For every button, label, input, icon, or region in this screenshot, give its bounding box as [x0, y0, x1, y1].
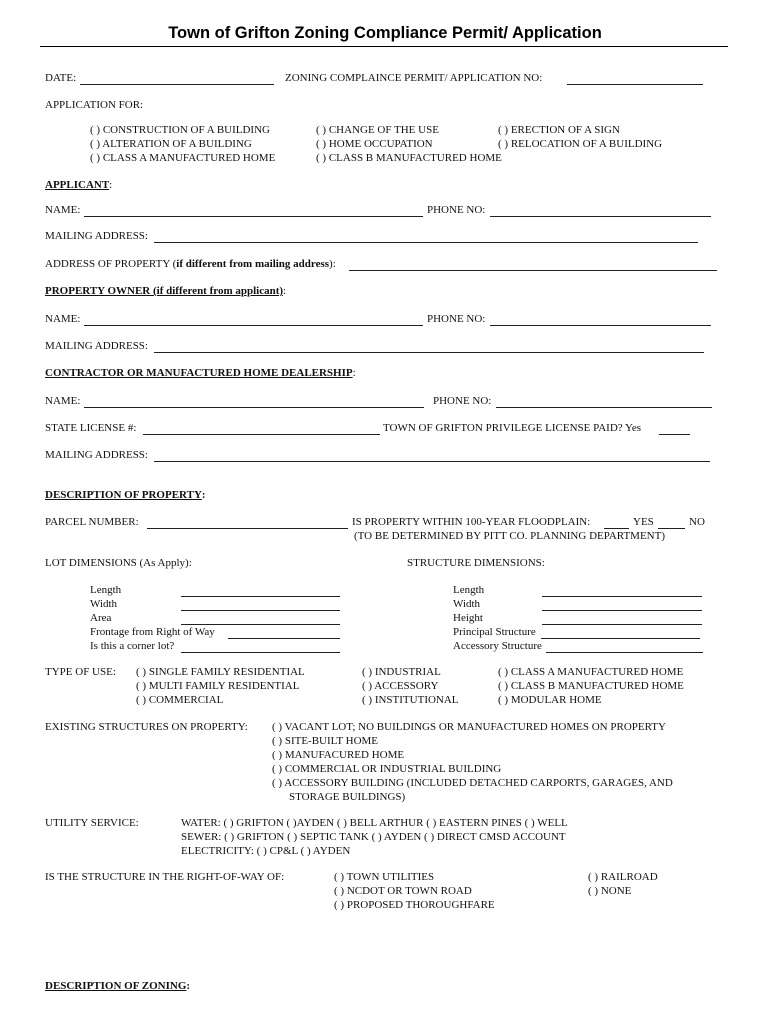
contractor-name-field[interactable] — [84, 407, 424, 408]
checkbox-industrial[interactable]: ( ) INDUSTRIAL — [362, 666, 441, 678]
lot-corner-field[interactable] — [181, 652, 340, 653]
electricity-options[interactable]: ELECTRICITY: ( ) CP&L ( ) AYDEN — [181, 845, 351, 857]
checkbox-commercial[interactable]: ( ) COMMERCIAL — [136, 694, 224, 706]
owner-mailing-field[interactable] — [154, 352, 704, 353]
checkbox-single-family[interactable]: ( ) SINGLE FAMILY RESIDENTIAL — [136, 666, 305, 678]
checkbox-proposed-thoroughfare[interactable]: ( ) PROPOSED THOROUGHFARE — [334, 899, 495, 911]
lot-dimensions-label: LOT DIMENSIONS (As Apply): — [45, 557, 192, 569]
checkbox-alteration[interactable]: ( ) ALTERATION OF A BUILDING — [90, 138, 252, 150]
type-of-use-label: TYPE OF USE: — [45, 666, 116, 678]
checkbox-site-built[interactable]: ( ) SITE-BUILT HOME — [272, 735, 379, 747]
checkbox-modular-home[interactable]: ( ) MODULAR HOME — [498, 694, 602, 706]
applicant-mailing-label: MAILING ADDRESS: — [45, 230, 148, 242]
checkbox-accessory-building[interactable]: ( ) ACCESSORY BUILDING (INCLUDED DETACHED CARPORTS, GARAGES, AND — [272, 777, 673, 789]
property-address-field[interactable] — [349, 270, 717, 271]
structure-width-label: Width — [453, 598, 481, 610]
checkbox-ncdot-road[interactable]: ( ) NCDOT OR TOWN ROAD — [334, 885, 472, 897]
floodplain-label: IS PROPERTY WITHIN 100-YEAR FLOODPLAIN: — [352, 516, 591, 528]
accessory-structure-label: Accessory Structure — [453, 640, 542, 652]
applicant-heading: APPLICANT: — [45, 179, 113, 191]
floodplain-no-field[interactable] — [658, 528, 685, 529]
applicant-name-label: NAME: — [45, 204, 81, 216]
checkbox-manufactured[interactable]: ( ) MANUFACURED HOME — [272, 749, 405, 761]
structure-width-field[interactable] — [542, 610, 702, 611]
existing-structures-label: EXISTING STRUCTURES ON PROPERTY: — [45, 721, 248, 733]
lot-frontage-field[interactable] — [228, 638, 340, 639]
state-license-label: STATE LICENSE #: — [45, 422, 137, 434]
floodplain-note: (TO BE DETERMINED BY PITT CO. PLANNING DEPARTMENT) — [354, 530, 666, 542]
checkbox-relocation[interactable]: ( ) RELOCATION OF A BUILDING — [498, 138, 663, 150]
privilege-license-yes-field[interactable] — [659, 434, 690, 435]
accessory-building-continuation: STORAGE BUILDINGS) — [289, 791, 406, 803]
contractor-heading: CONTRACTOR OR MANUFACTURED HOME DEALERSHIP: — [45, 367, 356, 379]
checkbox-use-class-a[interactable]: ( ) CLASS A MANUFACTURED HOME — [498, 666, 684, 678]
title-rule — [40, 46, 728, 47]
applicant-phone-field[interactable] — [490, 216, 711, 217]
checkbox-erection-sign[interactable]: ( ) ERECTION OF A SIGN — [498, 124, 620, 136]
owner-mailing-label: MAILING ADDRESS: — [45, 340, 148, 352]
zoning-heading: DESCRIPTION OF ZONING: — [45, 980, 191, 992]
application-for-label: APPLICATION FOR: — [45, 99, 144, 111]
checkbox-construction[interactable]: ( ) CONSTRUCTION OF A BUILDING — [90, 124, 270, 136]
contractor-phone-label: PHONE NO: — [433, 395, 492, 407]
form-title: Town of Grifton Zoning Compliance Permit/ Application — [168, 24, 602, 42]
checkbox-railroad[interactable]: ( ) RAILROAD — [588, 871, 658, 883]
structure-length-label: Length — [453, 584, 485, 596]
structure-height-label: Height — [453, 612, 483, 624]
floodplain-yes-field[interactable] — [604, 528, 629, 529]
property-address-label: ADDRESS OF PROPERTY (if different from mailing address): — [45, 258, 336, 270]
owner-phone-field[interactable] — [490, 325, 711, 326]
owner-phone-label: PHONE NO: — [427, 313, 486, 325]
accessory-structure-field[interactable] — [546, 652, 703, 653]
owner-name-label: NAME: — [45, 313, 81, 325]
checkbox-change-of-use[interactable]: ( ) CHANGE OF THE USE — [316, 124, 439, 136]
permit-no-field[interactable] — [567, 84, 703, 85]
checkbox-town-utilities[interactable]: ( ) TOWN UTILITIES — [334, 871, 435, 883]
lot-area-field[interactable] — [181, 624, 340, 625]
checkbox-use-class-b[interactable]: ( ) CLASS B MANUFACTURED HOME — [498, 680, 684, 692]
structure-dimensions-label: STRUCTURE DIMENSIONS: — [407, 557, 545, 569]
principal-structure-field[interactable] — [541, 638, 700, 639]
applicant-name-field[interactable] — [84, 216, 423, 217]
structure-length-field[interactable] — [542, 596, 702, 597]
floodplain-no-label: NO — [689, 516, 705, 528]
sewer-options[interactable]: SEWER: ( ) GRIFTON ( ) SEPTIC TANK ( ) AYDEN ( ) DIRECT CMSD ACCOUNT — [181, 831, 566, 843]
privilege-license-label: TOWN OF GRIFTON PRIVILEGE LICENSE PAID? Yes — [383, 422, 642, 434]
lot-width-label: Width — [90, 598, 118, 610]
lot-length-label: Length — [90, 584, 122, 596]
parcel-number-label: PARCEL NUMBER: — [45, 516, 139, 528]
principal-structure-label: Principal Structure — [453, 626, 536, 638]
checkbox-institutional[interactable]: ( ) INSTITUTIONAL — [362, 694, 459, 706]
lot-frontage-label: Frontage from Right of Way — [90, 626, 215, 638]
checkbox-vacant-lot[interactable]: ( ) VACANT LOT; NO BUILDINGS OR MANUFACTURED HOMES ON PROPERTY — [272, 721, 666, 733]
date-label: DATE: — [45, 72, 77, 84]
water-options[interactable]: WATER: ( ) GRIFTON ( )AYDEN ( ) BELL ARTHUR ( ) EASTERN PINES ( ) WELL — [181, 817, 568, 829]
floodplain-yes-label: YES — [633, 516, 654, 528]
parcel-number-field[interactable] — [147, 528, 348, 529]
contractor-name-label: NAME: — [45, 395, 81, 407]
checkbox-accessory[interactable]: ( ) ACCESSORY — [362, 680, 439, 692]
lot-width-field[interactable] — [181, 610, 340, 611]
lot-corner-label: Is this a corner lot? — [90, 640, 175, 652]
contractor-mailing-label: MAILING ADDRESS: — [45, 449, 148, 461]
state-license-field[interactable] — [143, 434, 380, 435]
lot-area-label: Area — [90, 612, 112, 624]
checkbox-commercial-industrial[interactable]: ( ) COMMERCIAL OR INDUSTRIAL BUILDING — [272, 763, 502, 775]
checkbox-multi-family[interactable]: ( ) MULTI FAMILY RESIDENTIAL — [136, 680, 300, 692]
property-heading: DESCRIPTION OF PROPERTY: — [45, 489, 206, 501]
date-field[interactable] — [80, 84, 274, 85]
owner-heading: PROPERTY OWNER (if different from applicant): — [45, 285, 287, 297]
lot-length-field[interactable] — [181, 596, 340, 597]
structure-height-field[interactable] — [542, 624, 702, 625]
contractor-phone-field[interactable] — [496, 407, 712, 408]
checkbox-home-occupation[interactable]: ( ) HOME OCCUPATION — [316, 138, 433, 150]
contractor-mailing-field[interactable] — [154, 461, 710, 462]
applicant-mailing-field[interactable] — [154, 242, 698, 243]
owner-name-field[interactable] — [84, 325, 423, 326]
permit-no-label: ZONING COMPLAINCE PERMIT/ APPLICATION NO: — [285, 72, 543, 84]
utility-service-label: UTILITY SERVICE: — [45, 817, 139, 829]
right-of-way-label: IS THE STRUCTURE IN THE RIGHT-OF-WAY OF: — [45, 871, 285, 883]
checkbox-class-a-home[interactable]: ( ) CLASS A MANUFACTURED HOME — [90, 152, 276, 164]
checkbox-none[interactable]: ( ) NONE — [588, 885, 632, 897]
checkbox-class-b-home[interactable]: ( ) CLASS B MANUFACTURED HOME — [316, 152, 502, 164]
applicant-phone-label: PHONE NO: — [427, 204, 486, 216]
